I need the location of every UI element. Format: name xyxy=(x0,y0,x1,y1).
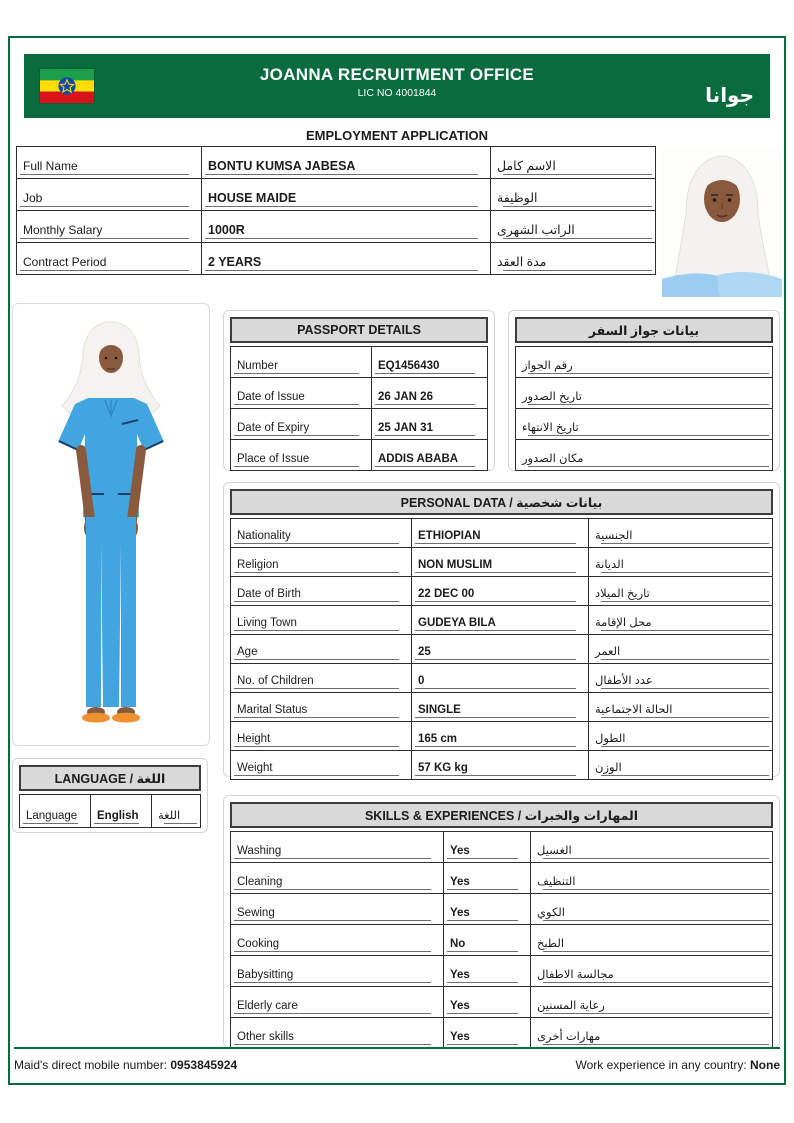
header-banner xyxy=(24,54,770,118)
personal-data-section xyxy=(223,482,780,777)
field-label-arabic: الحالة الاجتماعية xyxy=(589,693,772,721)
field-label: Place of Issue xyxy=(231,440,371,470)
field-value: 1000R xyxy=(202,211,490,242)
passport-details-table xyxy=(230,346,488,471)
field-label: Cooking xyxy=(231,925,443,955)
work-experience xyxy=(575,1058,780,1072)
passport-details-header: PASSPORT DETAILS xyxy=(230,317,488,343)
mobile-number xyxy=(14,1058,237,1072)
office-name: JOANNA RECRUITMENT OFFICE xyxy=(259,65,535,84)
footer-divider xyxy=(14,1047,780,1049)
page-title: EMPLOYMENT APPLICATION xyxy=(306,128,488,143)
passport-details-arabic-table xyxy=(515,346,773,471)
passport-details-arabic-header: بيانات جواز السفر xyxy=(515,317,773,343)
field-label-arabic: الراتب الشهرى xyxy=(491,211,655,242)
field-label: Contract Period xyxy=(17,243,201,274)
work-experience-value: None xyxy=(750,1058,780,1072)
field-value: 57 KG kg xyxy=(412,751,588,779)
field-value: Yes xyxy=(444,832,530,862)
field-label: Religion xyxy=(231,548,411,576)
field-value: 25 JAN 31 xyxy=(372,409,487,439)
work-experience-label: Work experience in any country: xyxy=(575,1058,747,1072)
applicant-fullbody-photo-box xyxy=(12,303,210,746)
field-label-arabic: الجنسية xyxy=(589,519,772,547)
field-label-arabic: التنظيف xyxy=(531,863,772,893)
passport-details-arabic-section xyxy=(508,310,780,471)
field-label: Full Name xyxy=(17,147,201,178)
field-label: Date of Issue xyxy=(231,378,371,408)
field-label-arabic: محل الإقامة xyxy=(589,606,772,634)
field-value: Yes xyxy=(444,1018,530,1048)
field-label: Elderly care xyxy=(231,987,443,1017)
field-label-arabic: عدد الأطفال xyxy=(589,664,772,692)
field-value: HOUSE MAIDE xyxy=(202,179,490,210)
field-value: 26 JAN 26 xyxy=(372,378,487,408)
field-label-arabic: رعاية المسنين xyxy=(531,987,772,1017)
field-value: Yes xyxy=(444,894,530,924)
field-value: 25 xyxy=(412,635,588,663)
field-label: Nationality xyxy=(231,519,411,547)
field-label-arabic: مهارات أخرى xyxy=(531,1018,772,1048)
field-label: Language xyxy=(20,795,90,827)
passport-details-section xyxy=(223,310,495,471)
field-label-arabic: الطبخ xyxy=(531,925,772,955)
field-label: Other skills xyxy=(231,1018,443,1048)
field-label-arabic: الوزن xyxy=(589,751,772,779)
field-label-arabic: مكان الصدور xyxy=(516,440,772,470)
skills-header: SKILLS & EXPERIENCES / المهارات والخبرات xyxy=(230,802,773,828)
skills-table xyxy=(230,831,773,1049)
field-label: No. of Children xyxy=(231,664,411,692)
skills-section xyxy=(223,795,780,1048)
header-title-block xyxy=(24,65,770,99)
personal-data-table xyxy=(230,518,773,780)
field-value: No xyxy=(444,925,530,955)
field-label-arabic: مدة العقد xyxy=(491,243,655,274)
field-label: Weight xyxy=(231,751,411,779)
field-value: SINGLE xyxy=(412,693,588,721)
field-value: 2 YEARS xyxy=(202,243,490,274)
footer xyxy=(14,1058,780,1072)
field-label: Number xyxy=(231,347,371,377)
field-value: Yes xyxy=(444,987,530,1017)
applicant-portrait-photo xyxy=(662,147,782,297)
field-label-arabic: الكوي xyxy=(531,894,772,924)
language-table xyxy=(19,794,201,828)
language-section xyxy=(12,758,208,833)
field-label: Sewing xyxy=(231,894,443,924)
field-value: English xyxy=(91,795,151,827)
field-label-arabic: تاريخ الانتهاء xyxy=(516,409,772,439)
field-value: Yes xyxy=(444,956,530,986)
application-table xyxy=(16,146,656,275)
field-label: Babysitting xyxy=(231,956,443,986)
field-label-arabic: اللغة xyxy=(152,795,200,827)
applicant-fullbody-photo xyxy=(26,312,196,737)
field-label-arabic: الغسيل xyxy=(531,832,772,862)
mobile-number-value: 0953845924 xyxy=(170,1058,238,1072)
field-label: Date of Expiry xyxy=(231,409,371,439)
field-label-arabic: العمر xyxy=(589,635,772,663)
field-label-arabic: الاسم كامل xyxy=(491,147,655,178)
field-label-arabic: الوظيفة xyxy=(491,179,655,210)
field-label-arabic: مجالسة الاطفال xyxy=(531,956,772,986)
license-number: LIC NO 4001844 xyxy=(357,87,437,99)
field-label: Monthly Salary xyxy=(17,211,201,242)
field-value: 165 cm xyxy=(412,722,588,750)
field-label-arabic: الطول xyxy=(589,722,772,750)
field-label: Height xyxy=(231,722,411,750)
field-value: ETHIOPIAN xyxy=(412,519,588,547)
field-label-arabic: تاريخ الصدور xyxy=(516,378,772,408)
field-label-arabic: الديانة xyxy=(589,548,772,576)
field-value: GUDEYA BILA xyxy=(412,606,588,634)
field-value: EQ1456430 xyxy=(372,347,487,377)
field-value: Yes xyxy=(444,863,530,893)
office-name-arabic: جوانا xyxy=(705,85,754,107)
personal-data-header: PERSONAL DATA / بيانات شخصية xyxy=(230,489,773,515)
language-header: LANGUAGE / اللغة xyxy=(19,765,201,791)
field-value: 22 DEC 00 xyxy=(412,577,588,605)
field-label: Age xyxy=(231,635,411,663)
field-label: Date of Birth xyxy=(231,577,411,605)
field-value: BONTU KUMSA JABESA xyxy=(202,147,490,178)
field-label: Job xyxy=(17,179,201,210)
field-label: Washing xyxy=(231,832,443,862)
mobile-number-label: Maid's direct mobile number: xyxy=(14,1058,168,1072)
field-label: Cleaning xyxy=(231,863,443,893)
field-label-arabic: تاريخ الميلاد xyxy=(589,577,772,605)
field-value: NON MUSLIM xyxy=(412,548,588,576)
field-label: Marital Status xyxy=(231,693,411,721)
field-value: 0 xyxy=(412,664,588,692)
field-label-arabic: رقم الجواز xyxy=(516,347,772,377)
field-label: Living Town xyxy=(231,606,411,634)
field-value: ADDIS ABABA xyxy=(372,440,487,470)
